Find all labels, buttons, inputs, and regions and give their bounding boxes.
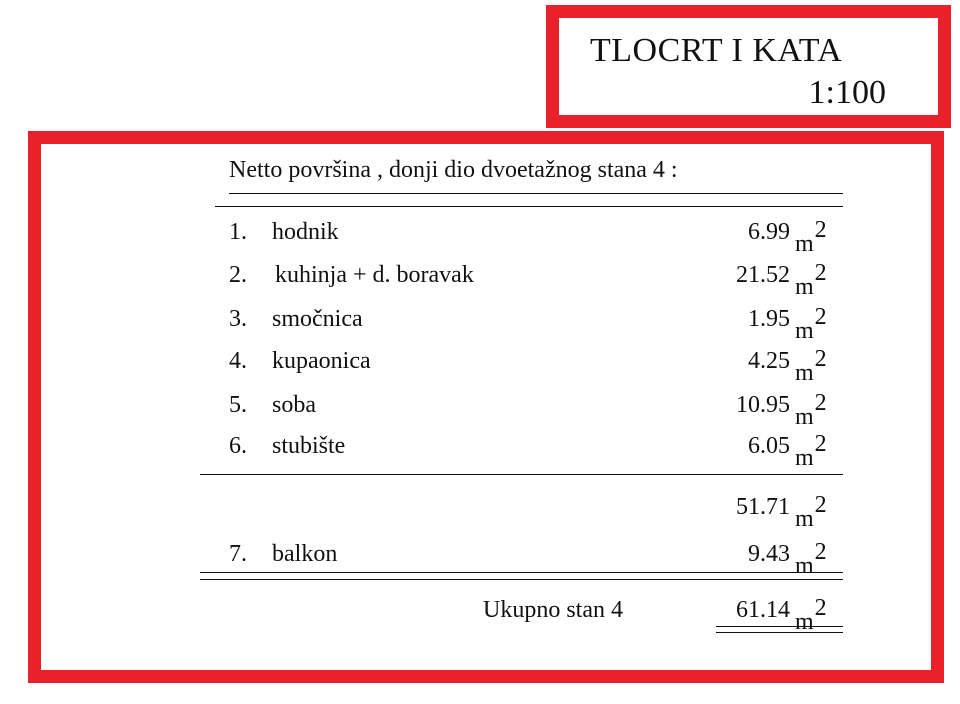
total-row	[0, 595, 960, 635]
table-heading: Netto površina , donji dio dvoetažnog stana 4 :	[229, 157, 678, 183]
total-value: 61.14	[736, 597, 790, 623]
row-label: kuhinja + d. boravak	[275, 262, 474, 288]
row-value: 6.05	[748, 433, 790, 459]
row-label: stubište	[272, 433, 346, 459]
table-row	[0, 346, 960, 386]
row-number: 7.	[229, 541, 247, 567]
row-value: 21.52	[736, 262, 790, 288]
row-value: 9.43	[748, 541, 790, 567]
row-unit: $m^2$	[795, 304, 827, 344]
total-underline-lower	[716, 632, 843, 633]
row-value: 1.95	[748, 306, 790, 332]
row-label: kupaonica	[272, 348, 371, 374]
row-label: hodnik	[272, 219, 339, 245]
total-rule-upper	[200, 572, 843, 573]
row-number: 6.	[229, 433, 247, 459]
subtotal-row	[0, 492, 960, 532]
row-number: 4.	[229, 348, 247, 374]
row-unit: $m^2$	[795, 217, 827, 257]
subtotal-unit: $m^2$	[795, 492, 827, 532]
table-row	[0, 217, 960, 257]
table-row	[0, 390, 960, 430]
heading-rule-upper	[229, 193, 843, 194]
total-label: Ukupno stan 4	[483, 597, 623, 623]
row-number: 5.	[229, 392, 247, 418]
row-label: soba	[272, 392, 316, 418]
table-row	[0, 304, 960, 344]
total-rule-lower	[200, 579, 843, 580]
row-label: balkon	[272, 541, 338, 567]
drawing-scale: 1:100	[808, 74, 886, 111]
row-value: 10.95	[736, 392, 790, 418]
row-unit: $m^2$	[795, 431, 827, 471]
row-unit: $m^2$	[795, 390, 827, 430]
total-underline-upper	[716, 626, 843, 627]
row-number: 1.	[229, 219, 247, 245]
total-unit: $m^2$	[795, 595, 827, 635]
row-label: smočnica	[272, 306, 363, 332]
row-unit: $m^2$	[795, 260, 827, 300]
table-row	[0, 431, 960, 471]
drawing-title: TLOCRT I KATA	[590, 32, 843, 69]
row-unit: $m^2$	[795, 346, 827, 386]
heading-rule-lower	[215, 206, 843, 207]
row-number: 3.	[229, 306, 247, 332]
subtotal-value: 51.71	[736, 494, 790, 520]
table-row	[0, 260, 960, 300]
row-value: 4.25	[748, 348, 790, 374]
row-value: 6.99	[748, 219, 790, 245]
subtotal-rule	[200, 474, 843, 475]
row-unit: $m^2$	[795, 539, 827, 579]
row-number: 2.	[229, 262, 247, 288]
balcony-row	[0, 539, 960, 579]
